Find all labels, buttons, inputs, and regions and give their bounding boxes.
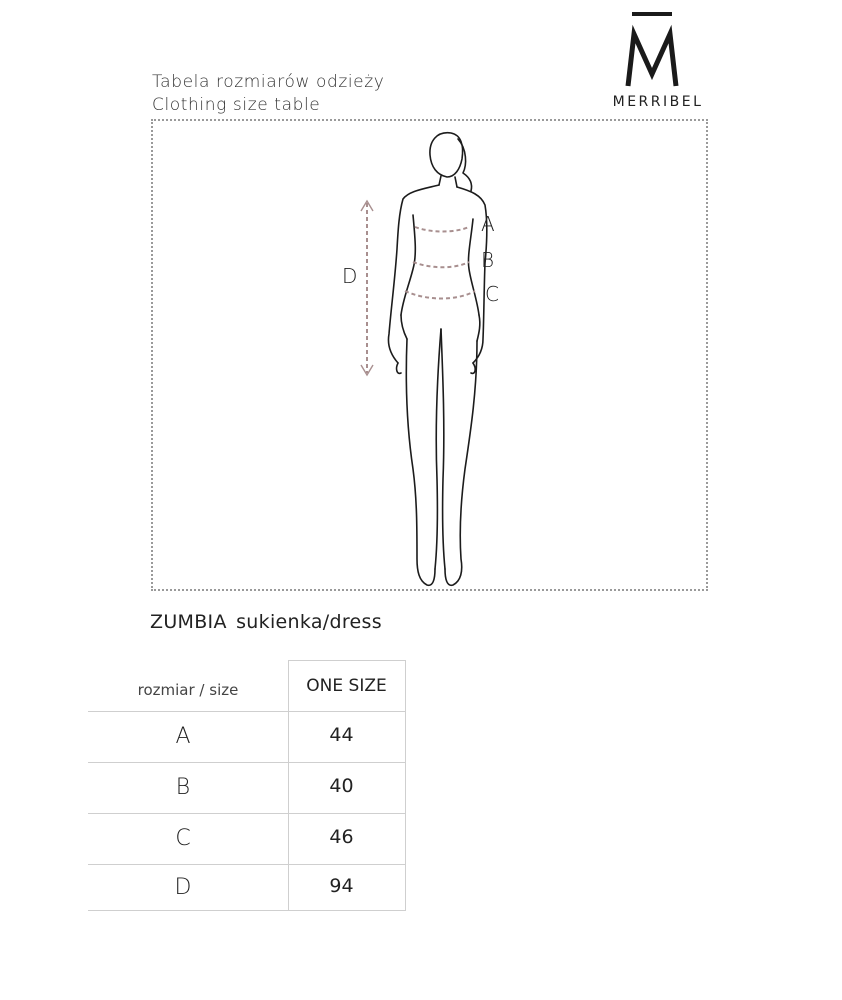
product-type: sukienka/dress <box>236 611 382 633</box>
table-row-value-b: 40 <box>329 775 354 797</box>
table-row-label-d: D <box>174 874 192 900</box>
table-row-label-c: C <box>175 826 191 851</box>
measure-line-b <box>413 262 469 267</box>
product-name: ZUMBIA <box>150 611 227 633</box>
label-a: A <box>481 212 495 236</box>
product-title <box>150 611 382 633</box>
m-macron-logo-icon <box>598 8 718 94</box>
heading-polish: Tabela rozmiarów odzieży <box>152 72 385 92</box>
label-b: B <box>481 248 495 272</box>
female-figure-outline-icon <box>151 119 708 591</box>
brand-name: MERRIBEL <box>612 94 704 110</box>
label-c: C <box>485 282 499 306</box>
measure-line-a <box>415 227 469 232</box>
table-row-value-d: 94 <box>329 875 354 897</box>
heading-english: Clothing size table <box>152 95 321 115</box>
label-d: D <box>342 264 358 288</box>
measure-line-c <box>405 291 475 299</box>
table-row-label-b: B <box>175 775 191 800</box>
brand-logo <box>598 8 718 108</box>
row-header-cell: rozmiar / size <box>137 681 239 699</box>
table-row-value-c: 46 <box>329 826 354 848</box>
column-header-cell: ONE SIZE <box>306 675 387 696</box>
table-row-value-a: 44 <box>329 724 354 746</box>
table-row-label-a: A <box>175 724 191 749</box>
